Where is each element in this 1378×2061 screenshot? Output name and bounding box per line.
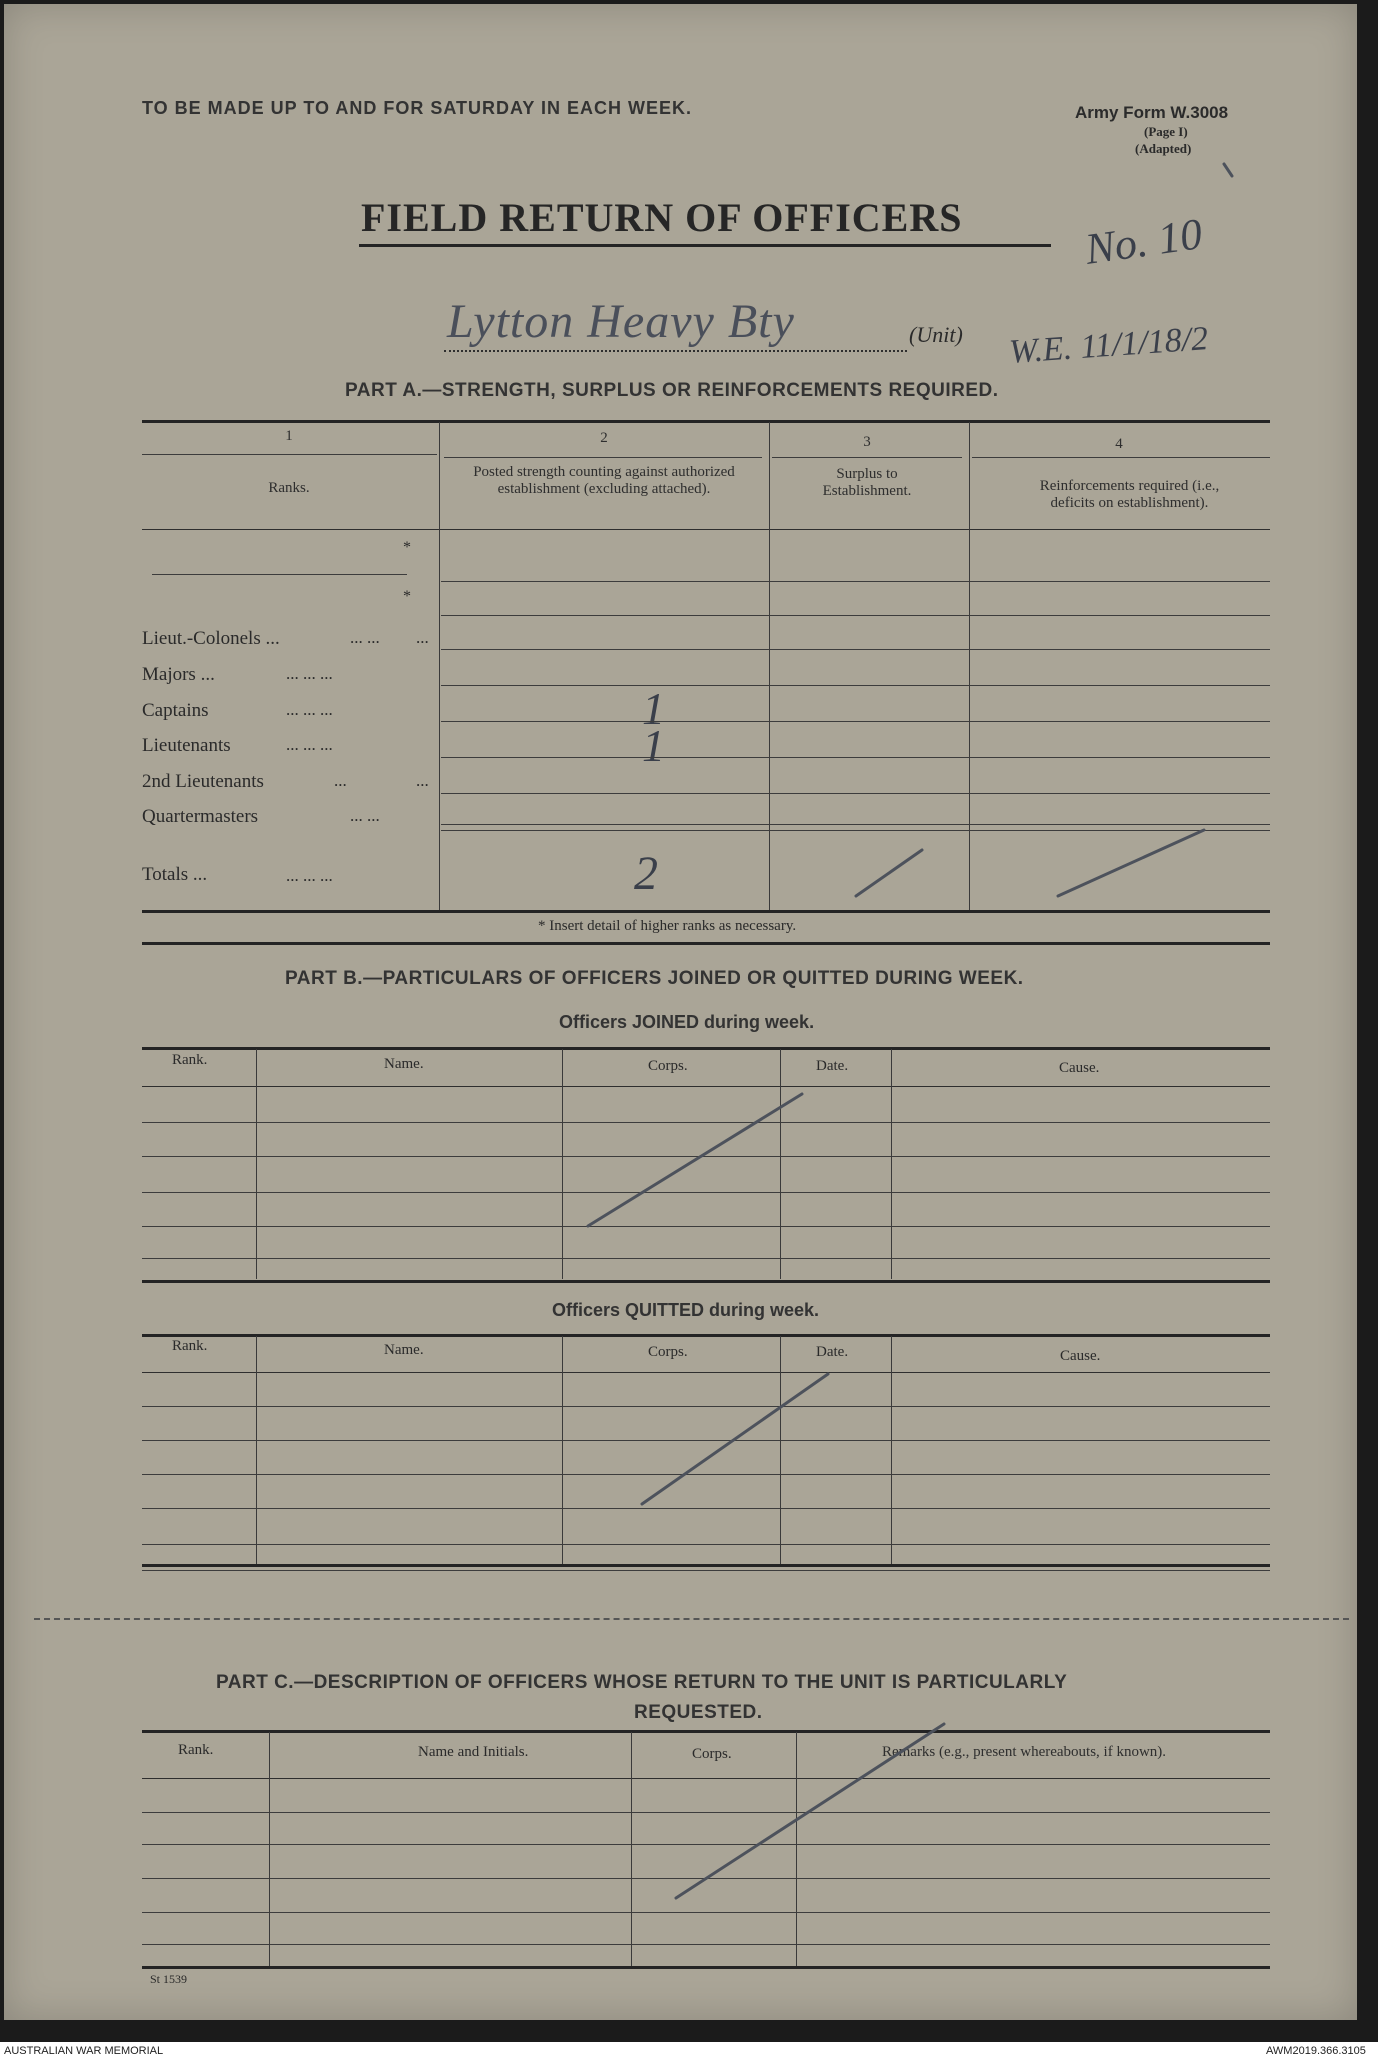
archive-footer	[0, 2042, 1378, 2061]
col-reinforcements-header: Reinforcements required (i.e., deficits on establishment).	[1039, 478, 1220, 511]
part-c-col-rank: Rank.	[178, 1742, 214, 1758]
footer-accession-number: AWM2019.366.3105	[1266, 2045, 1366, 2057]
part-c-heading-line2: REQUESTED.	[634, 1702, 763, 1723]
form-sheet: TO BE MADE UP TO AND FOR SATURDAY IN EACH WEEK. Army Form W.3008 (Page I) (Adapted) FIELD RETURN OF OFFICERS No. 10 Lytton Heavy Bty (Unit) W.E. 11/1/18/2 PART A.—STRENGTH, SURPLUS OR REINFORCEMENTS REQUIRED. 1 2 3 4 Ranks. Posted strength counting against authorized establishment (excluding attached). Surplus to Establishment. Reinforcements required (i.e., deficits on establishment). * * Lieut.-Colonels ... ... ... ... Majors ... ... ... ... Captains ... ... ... 1 Lieutenants ... ... ... 1 2nd Lieutenants ... ... Quartermasters ... ... Totals ... ... ... ... 2 * Insert detail of higher ranks as necessary. PART B.—PARTICULARS OF OFFICERS JOINED OR QUITTED DURING WEEK. Officers JOINED during week. Rank. Name. Corps. Date. Cause. Officers QUITTED during week. Rank. Name. Corps. Date. Cause. PART C.—DESCRIPTION OF OFFICERS WHOSE RETURN TO THE UNIT IS PARTICULARLY REQUESTED. Rank. Name and Initials. Corps. Remarks (e.g., present whereabouts, if known). St 1539	[4, 4, 1357, 2020]
captains-strength-value: 1	[642, 683, 665, 734]
quitted-col-date: Date.	[816, 1344, 849, 1360]
part-a-footnote: * Insert detail of higher ranks as necessary.	[538, 918, 797, 934]
rank-label-lieutenants: Lieutenants	[142, 735, 231, 756]
form-code: St 1539	[150, 1972, 188, 1986]
rank-label-majors: Majors ...	[142, 664, 215, 685]
strike-reinforcements-total	[1058, 830, 1204, 896]
joined-col-corps: Corps.	[648, 1058, 688, 1074]
star-mark-2: *	[403, 588, 411, 605]
part-c-col-remarks: Remarks (e.g., present whereabouts, if known).	[881, 1744, 1167, 1760]
strike-joined-table	[588, 1094, 802, 1226]
joined-col-date: Date.	[816, 1058, 849, 1074]
page-note: (Page I)	[1144, 124, 1188, 139]
week-ending-date: W.E. 11/1/18/2	[1007, 320, 1210, 371]
quitted-col-corps: Corps.	[648, 1344, 688, 1360]
joined-col-rank: Rank.	[172, 1052, 208, 1068]
part-c-heading-line1: PART C.—DESCRIPTION OF OFFICERS WHOSE RETURN TO THE UNIT IS PARTICULARLY	[216, 1672, 1068, 1693]
joined-col-cause: Cause.	[1059, 1060, 1100, 1076]
rank-label-captains: Captains	[142, 700, 209, 721]
tick-mark	[1224, 164, 1232, 176]
star-mark-1: *	[403, 539, 411, 556]
pencil-strike-marks	[4, 4, 1357, 2020]
part-c-col-name: Name and Initials.	[418, 1744, 529, 1760]
adapted-note: (Adapted)	[1135, 141, 1192, 156]
col-surplus-header: Surplus to Establishment.	[822, 466, 912, 499]
totals-strength-value: 2	[634, 847, 658, 900]
col-ranks-header: Ranks.	[268, 480, 310, 496]
quitted-col-rank: Rank.	[172, 1338, 208, 1354]
totals-label: Totals ...	[142, 864, 208, 885]
col-4-number: 4	[1115, 436, 1123, 452]
page-title: FIELD RETURN OF OFFICERS	[361, 195, 963, 240]
handwritten-number: No. 10	[1082, 209, 1206, 274]
top-note: TO BE MADE UP TO AND FOR SATURDAY IN EACH WEEK.	[142, 98, 693, 118]
strike-surplus-total	[856, 850, 922, 896]
rank-label-lieut-colonels: Lieut.-Colonels ...	[142, 628, 280, 649]
strike-quitted-table	[642, 1374, 828, 1504]
col-3-number: 3	[863, 434, 871, 450]
quitted-col-name: Name.	[384, 1342, 424, 1358]
joined-col-name: Name.	[384, 1056, 424, 1072]
col-2-number: 2	[600, 430, 608, 446]
joined-table-title: Officers JOINED during week.	[559, 1012, 815, 1032]
part-b-heading: PART B.—PARTICULARS OF OFFICERS JOINED OR QUITTED DURING WEEK.	[285, 968, 1024, 989]
army-form-number: Army Form W.3008	[1075, 103, 1229, 122]
col-1-number: 1	[285, 428, 293, 444]
part-c-col-corps: Corps.	[692, 1746, 732, 1762]
quitted-col-cause: Cause.	[1060, 1348, 1101, 1364]
part-a-heading: PART A.—STRENGTH, SURPLUS OR REINFORCEMENTS REQUIRED.	[345, 380, 999, 401]
col-posted-strength-header: Posted strength counting against authorized establishment (excluding attached).	[473, 464, 735, 497]
footer-institution: AUSTRALIAN WAR MEMORIAL	[4, 2045, 164, 2057]
unit-label: (Unit)	[909, 322, 963, 347]
quitted-table-title: Officers QUITTED during week.	[552, 1300, 820, 1320]
strike-part-c-table	[676, 1724, 944, 1898]
lieutenants-strength-value: 1	[642, 720, 665, 771]
rank-label-quartermasters: Quartermasters	[142, 806, 259, 827]
unit-handwritten: Lytton Heavy Bty	[447, 295, 795, 348]
rank-label-2nd-lieutenants: 2nd Lieutenants	[142, 771, 264, 792]
